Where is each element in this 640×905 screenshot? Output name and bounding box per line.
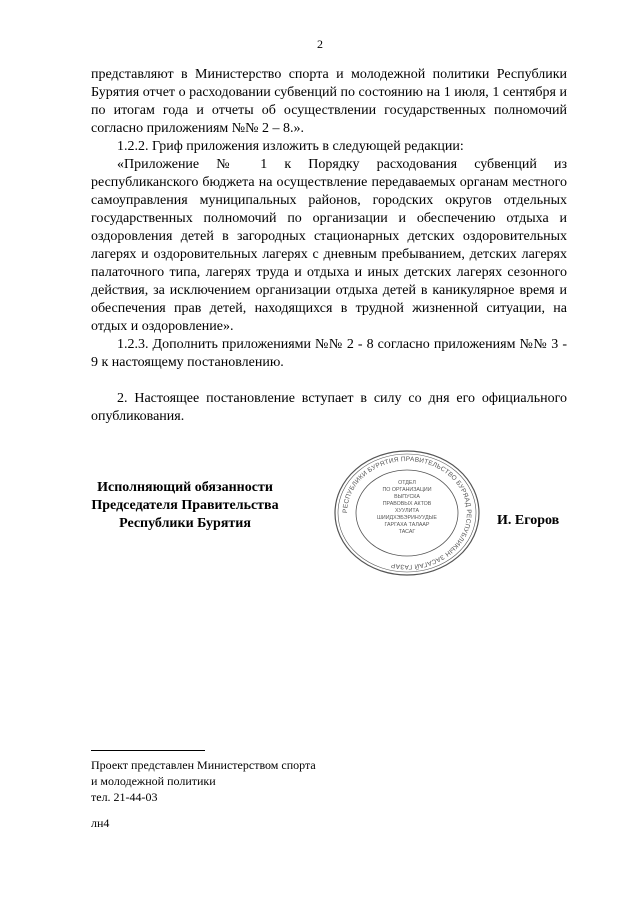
footnote	[91, 757, 316, 831]
signatory-title	[60, 479, 310, 533]
page-number: 2	[317, 37, 323, 51]
signatory-title-line: Республики Бурятия	[119, 516, 251, 531]
signatory-name: И. Егоров	[497, 513, 560, 528]
seal-center-line: ПРАВОВЫХ АКТОВ	[382, 501, 432, 507]
signatory-title-line: Председателя Правительства	[91, 498, 279, 513]
footnote-line: тел. 21-44-03	[91, 790, 158, 804]
document-body	[91, 66, 567, 426]
seal-center-line: ХУУЛИТА	[395, 508, 419, 514]
paragraph-1-2-2: 1.2.2. Гриф приложения изложить в следующей редакции:	[117, 139, 464, 154]
document-code: лн4	[91, 816, 110, 830]
signatory-title-line: Исполняющий обязанности	[97, 480, 273, 495]
seal-center-line: ШИИДХЭБЭРИНУУДЫЕ	[377, 515, 437, 521]
official-seal	[332, 448, 482, 578]
seal-ring-text: РЕСПУБЛИКИ БУРЯТИЯ ПРАВИТЕЛЬСТВО БУРЯАД РЕСПУБЛИКЫН ЗАСАГАЙ ГАЗАР	[341, 455, 473, 571]
footnote-divider	[91, 750, 205, 751]
paragraph-2: 2. Настоящее постановление вступает в силу со дня его официального опубликования.	[91, 391, 567, 424]
footnote-line: Проект представлен Министерством спорта	[91, 758, 316, 772]
seal-center-line: ОТДЕЛ	[398, 480, 416, 486]
paragraph-continuation: представляют в Министерство спорта и молодежной политики Республики Бурятия отчет о расходовании субвенций по состоянию на 1 июля, 1 сентября и по итогам года и отчеты об осуществлении государственных полномочий согласно приложениям №№ 2 – 8.».	[91, 67, 567, 136]
seal-center-line: ТАСАГ	[398, 529, 416, 535]
footnote-line: и молодежной политики	[91, 774, 216, 788]
seal-center-line: ГАРГАХА ТАЛААР	[384, 522, 430, 528]
seal-center-line: ПО ОРГАНИЗАЦИИ	[382, 487, 432, 493]
seal-center-line: ВЫПУСКА	[394, 494, 420, 500]
paragraph-1-2-3: 1.2.3. Дополнить приложениями №№ 2 - 8 согласно приложениям №№ 3 - 9 к настоящему постановлению.	[91, 337, 567, 370]
paragraph-appendix-heading: «Приложение № 1 к Порядку расходования субвенций из республиканского бюджета на осуществление передаваемых органам местного самоуправления муниципальных районов, городских округов отдельных государственных полномочий по организации и обеспечению отдыха и оздоровления детей в загородных стационарных детских оздоровительных лагерях и оздоровительных лагерях с дневным пребыванием, детских лагерях палаточного типа, лагерях труда и отдыха и иных детских лагерях сезонного действия, за исключением организации отдыха детей в каникулярное время и обеспечения прав детей, находящихся в трудной жизненной ситуации, на отдых и оздоровление».	[91, 157, 567, 334]
